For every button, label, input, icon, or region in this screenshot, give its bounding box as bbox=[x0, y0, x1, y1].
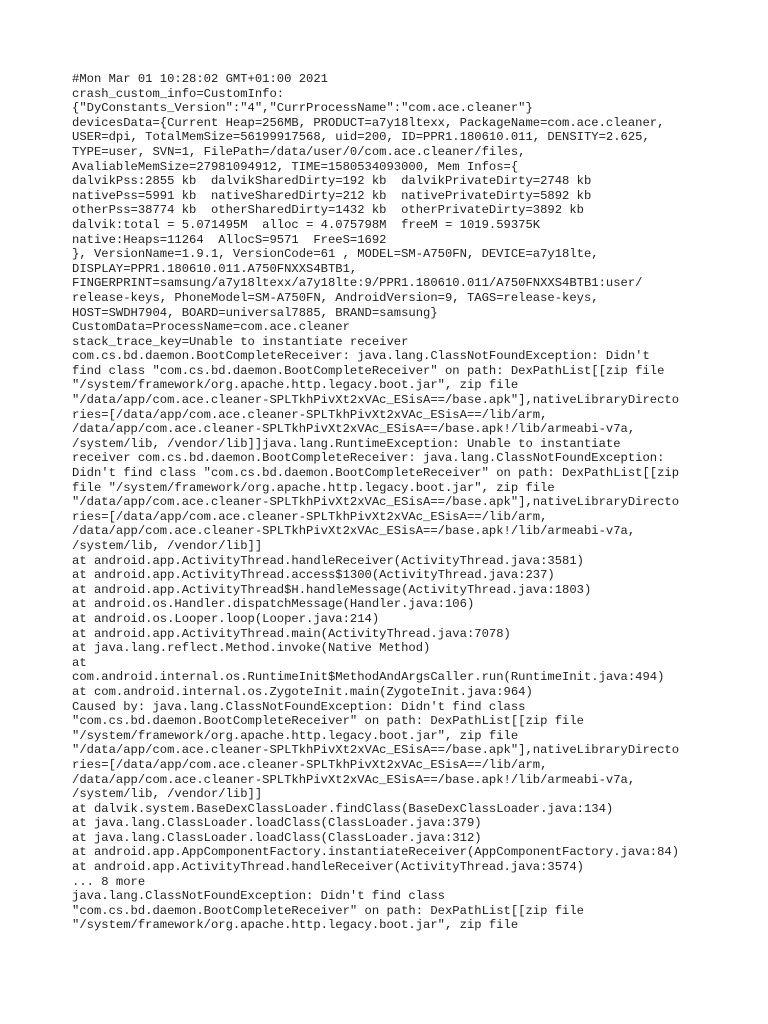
log-line: "/system/framework/org.apache.http.legacy.boot.jar", zip file bbox=[72, 918, 519, 933]
crash-log-text bbox=[72, 72, 712, 933]
log-line: at android.os.Looper.loop(Looper.java:214) bbox=[72, 611, 380, 626]
log-line: com.android.internal.os.RuntimeInit$MethodAndArgsCaller.run(RuntimeInit.java:494) bbox=[72, 670, 665, 685]
log-line: /system/lib, /vendor/lib]]java.lang.RuntimeException: Unable to instantiate bbox=[72, 436, 621, 451]
log-line: at android.app.ActivityThread$H.handleMessage(ActivityThread.java:1803) bbox=[72, 582, 592, 597]
log-line: file "/system/framework/org.apache.http.legacy.boot.jar", zip file bbox=[72, 480, 555, 495]
log-line: /system/lib, /vendor/lib]] bbox=[72, 539, 263, 553]
log-line: at java.lang.reflect.Method.invoke(Native Method) bbox=[72, 641, 431, 656]
log-line: USER=dpi, TotalMemSize=56199917568, uid=200, ID=PPR1.180610.011, DENSITY=2.625, bbox=[72, 130, 650, 145]
log-line: {"DyConstants_Version":"4","CurrProcessName":"com.ace.cleaner"} bbox=[72, 101, 533, 116]
log-line: at android.app.ActivityThread.main(ActivityThread.java:7078) bbox=[72, 626, 511, 641]
log-line: dalvikPss:2855 kb dalvikSharedDirty=192 kb dalvikPrivateDirty=2748 kb bbox=[72, 174, 592, 189]
log-line: /data/app/com.ace.cleaner-SPLTkhPivXt2xVAc_ESisA==/base.apk!/lib/armeabi-v7a, bbox=[72, 524, 636, 539]
log-line: at java.lang.ClassLoader.loadClass(ClassLoader.java:312) bbox=[72, 830, 482, 845]
log-line: ries=[/data/app/com.ace.cleaner-SPLTkhPivXt2xVAc_ESisA==/lib/arm, bbox=[72, 757, 548, 772]
log-line: "/data/app/com.ace.cleaner-SPLTkhPivXt2xVAc_ESisA==/base.apk"],nativeLibraryDirecto bbox=[72, 743, 680, 758]
log-line: ries=[/data/app/com.ace.cleaner-SPLTkhPivXt2xVAc_ESisA==/lib/arm, bbox=[72, 509, 548, 524]
log-line: /data/app/com.ace.cleaner-SPLTkhPivXt2xVAc_ESisA==/base.apk!/lib/armeabi-v7a, bbox=[72, 772, 636, 787]
log-line: /system/lib, /vendor/lib]] bbox=[72, 787, 263, 802]
log-line: /data/app/com.ace.cleaner-SPLTkhPivXt2xVAc_ESisA==/base.apk!/lib/armeabi-v7a, bbox=[72, 422, 636, 437]
log-line: at android.app.ActivityThread.access$1300(ActivityThread.java:237) bbox=[72, 568, 555, 583]
log-line: "com.cs.bd.daemon.BootCompleteReceiver" on path: DexPathList[[zip file bbox=[72, 903, 584, 918]
log-line: crash_custom_info=CustomInfo: bbox=[72, 86, 285, 101]
log-line: at com.android.internal.os.ZygoteInit.main(ZygoteInit.java:964) bbox=[72, 684, 533, 699]
log-line: at dalvik.system.BaseDexClassLoader.findClass(BaseDexClassLoader.java:134) bbox=[72, 801, 614, 816]
log-line: dalvik:total = 5.071495M alloc = 4.075798M freeM = 1019.59375K bbox=[72, 217, 541, 232]
log-line: ries=[/data/app/com.ace.cleaner-SPLTkhPivXt2xVAc_ESisA==/lib/arm, bbox=[72, 407, 548, 422]
log-line: nativePss=5991 kb nativeSharedDirty=212 kb nativePrivateDirty=5892 kb bbox=[72, 188, 592, 203]
log-line: at android.os.Handler.dispatchMessage(Handler.java:106) bbox=[72, 597, 475, 612]
log-line: "com.cs.bd.daemon.BootCompleteReceiver" on path: DexPathList[[zip file bbox=[72, 714, 584, 729]
log-line: HOST=SWDH7904, BOARD=universal7885, BRAND=samsung} bbox=[72, 305, 438, 320]
log-line: Caused by: java.lang.ClassNotFoundException: Didn't find class bbox=[72, 699, 526, 714]
log-line: CustomData=ProcessName=com.ace.cleaner bbox=[72, 320, 350, 335]
log-line: AvaliableMemSize=27981094912, TIME=1580534093000, Mem Infos={ bbox=[72, 159, 519, 174]
log-line: "/system/framework/org.apache.http.legacy.boot.jar", zip file bbox=[72, 378, 519, 393]
log-line: at java.lang.ClassLoader.loadClass(ClassLoader.java:379) bbox=[72, 816, 482, 831]
log-line: ... 8 more bbox=[72, 874, 146, 889]
log-line: release-keys, PhoneModel=SM-A750FN, AndroidVersion=9, TAGS=release-keys, bbox=[72, 290, 599, 305]
log-line: #Mon Mar 01 10:28:02 GMT+01:00 2021 bbox=[72, 72, 328, 86]
log-line: "/system/framework/org.apache.http.legacy.boot.jar", zip file bbox=[72, 728, 519, 743]
log-line: stack_trace_key=Unable to instantiate receiver bbox=[72, 334, 409, 349]
log-line: at android.app.ActivityThread.handleReceiver(ActivityThread.java:3581) bbox=[72, 553, 584, 568]
log-line: DISPLAY=PPR1.180610.011.A750FNXXS4BTB1, bbox=[72, 261, 358, 276]
log-line: "/data/app/com.ace.cleaner-SPLTkhPivXt2xVAc_ESisA==/base.apk"],nativeLibraryDirecto bbox=[72, 495, 680, 510]
log-line: TYPE=user, SVN=1, FilePath=/data/user/0/com.ace.cleaner/files, bbox=[72, 144, 526, 159]
log-line: find class "com.cs.bd.daemon.BootCompleteReceiver" on path: DexPathList[[zip file bbox=[72, 363, 665, 378]
log-line: receiver com.cs.bd.daemon.BootCompleteReceiver: java.lang.ClassNotFoundException: bbox=[72, 451, 665, 466]
log-line: "/data/app/com.ace.cleaner-SPLTkhPivXt2xVAc_ESisA==/base.apk"],nativeLibraryDirecto bbox=[72, 393, 680, 408]
log-line: devicesData={Current Heap=256MB, PRODUCT=a7y18ltexx, PackageName=com.ace.cleaner, bbox=[72, 115, 665, 130]
log-line: at android.app.AppComponentFactory.instantiateReceiver(AppComponentFactory.java:84) bbox=[72, 845, 680, 860]
log-line: com.cs.bd.daemon.BootCompleteReceiver: java.lang.ClassNotFoundException: Didn't bbox=[72, 349, 650, 364]
log-line: native:Heaps=11264 AllocS=9571 FreeS=1692 bbox=[72, 232, 387, 247]
log-line: otherPss=38774 kb otherSharedDirty=1432 kb otherPrivateDirty=3892 kb bbox=[72, 203, 584, 218]
log-line: Didn't find class "com.cs.bd.daemon.BootCompleteReceiver" on path: DexPathList[[zip bbox=[72, 466, 680, 481]
log-line: }, VersionName=1.9.1, VersionCode=61 , MODEL=SM-A750FN, DEVICE=a7y18lte, bbox=[72, 247, 599, 262]
log-line: at android.app.ActivityThread.handleReceiver(ActivityThread.java:3574) bbox=[72, 860, 584, 875]
log-line: FINGERPRINT=samsung/a7y18ltexx/a7y18lte:9/PPR1.180610.011/A750FNXXS4BTB1:user/ bbox=[72, 276, 643, 291]
log-line: java.lang.ClassNotFoundException: Didn't find class bbox=[72, 889, 445, 904]
log-line: at bbox=[72, 655, 87, 670]
